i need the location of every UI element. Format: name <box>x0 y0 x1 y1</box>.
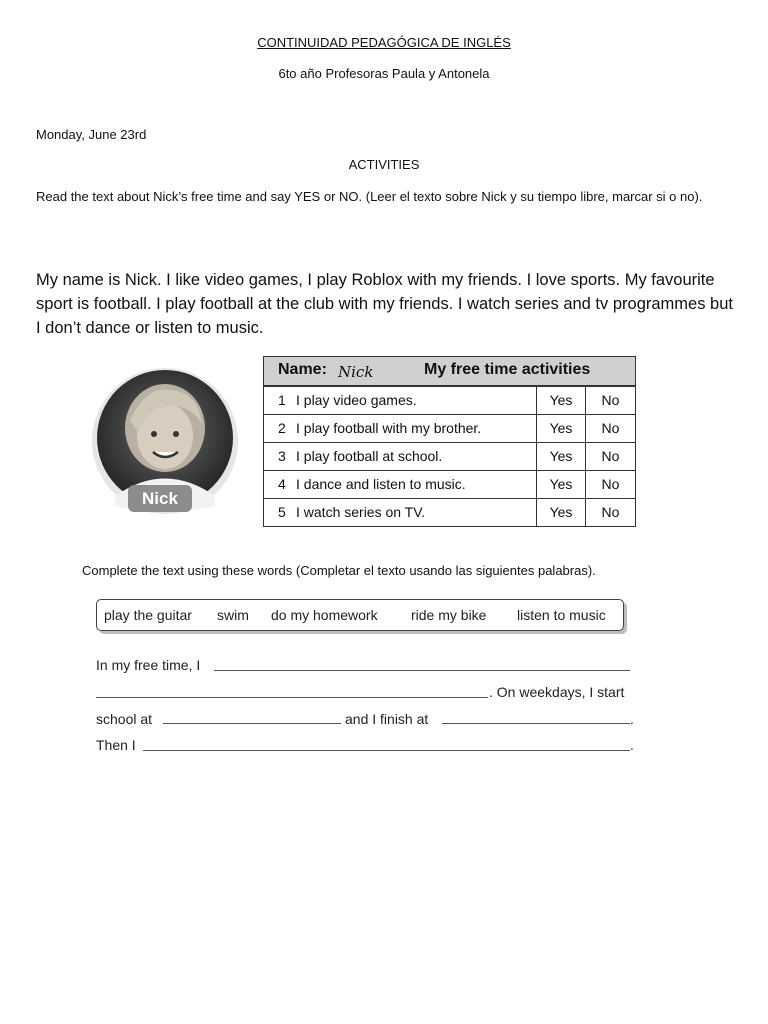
row-number: 5 <box>278 504 286 520</box>
row-number: 2 <box>278 420 286 436</box>
instruction-complete-text: Complete the text using these words (Completar el texto usando las siguientes palabras). <box>82 563 596 578</box>
yes-option[interactable]: Yes <box>537 387 586 414</box>
table-header <box>264 357 635 386</box>
free-time-activities-table <box>263 356 636 527</box>
nick-name-tag: Nick <box>128 485 192 512</box>
name-handwritten: Nick <box>338 363 374 381</box>
date-label: Monday, June 23rd <box>36 127 147 142</box>
fill-text-line2: . On weekdays, I start <box>489 684 625 700</box>
fill-text-line3-end: . <box>630 711 634 727</box>
yes-option[interactable]: Yes <box>537 415 586 442</box>
blank-line-start-time[interactable] <box>163 723 341 724</box>
blank-line-2[interactable] <box>96 697 488 698</box>
row-number: 1 <box>278 392 286 408</box>
yes-option[interactable]: Yes <box>537 471 586 498</box>
blank-line-finish-time[interactable] <box>442 723 630 724</box>
table-row <box>264 386 635 414</box>
row-text: I play football with my brother. <box>296 420 482 436</box>
word-bank <box>96 599 624 631</box>
word-bank-item: swim <box>217 607 249 623</box>
blank-line-1[interactable] <box>214 670 630 671</box>
word-bank-item: play the guitar <box>104 607 192 623</box>
no-option[interactable]: No <box>601 504 620 520</box>
no-option[interactable]: No <box>601 420 620 436</box>
table-title: My free time activities <box>424 361 591 378</box>
row-number: 3 <box>278 448 286 464</box>
yes-option[interactable]: Yes <box>537 499 586 526</box>
row-text: I dance and listen to music. <box>296 476 466 492</box>
table-row <box>264 470 635 498</box>
word-bank-item: ride my bike <box>411 607 487 623</box>
fill-text-line4-start: Then I <box>96 737 136 753</box>
table-row <box>264 498 635 526</box>
word-bank-item: do my homework <box>271 607 378 623</box>
name-label: Name: <box>278 361 327 378</box>
no-option[interactable]: No <box>601 476 620 492</box>
row-number: 4 <box>278 476 286 492</box>
no-option[interactable]: No <box>601 392 620 408</box>
row-text: I watch series on TV. <box>296 504 426 520</box>
yes-option[interactable]: Yes <box>537 443 586 470</box>
document-title: CONTINUIDAD PEDAGÓGICA DE INGLÉS <box>257 35 511 50</box>
story-text: My name is Nick. I like video games, I play Roblox with my friends. I love sports. My favourite sport is football. I play football at the club with my friends. I watch series and tv programmes but I don’t dance or listen to music. <box>36 271 733 337</box>
no-option[interactable]: No <box>601 448 620 464</box>
word-bank-item: listen to music <box>517 607 606 623</box>
fill-text-line4-end: . <box>630 737 634 753</box>
row-text: I play video games. <box>296 392 417 408</box>
fill-text-line3-mid: and I finish at <box>345 711 429 727</box>
section-title: ACTIVITIES <box>348 157 420 172</box>
table-row <box>264 414 635 442</box>
row-text: I play football at school. <box>296 448 443 464</box>
instruction-yes-no: Read the text about Nick’s free time and say YES or NO. (Leer el texto sobre Nick y su tiempo libre, marcar si o no). <box>36 189 703 204</box>
document-subtitle: 6to año Profesoras Paula y Antonela <box>278 66 490 81</box>
fill-text-line1: In my free time, I <box>96 657 201 673</box>
fill-text-line3-start: school at <box>96 711 153 727</box>
table-row <box>264 442 635 470</box>
blank-line-4[interactable] <box>143 750 630 751</box>
